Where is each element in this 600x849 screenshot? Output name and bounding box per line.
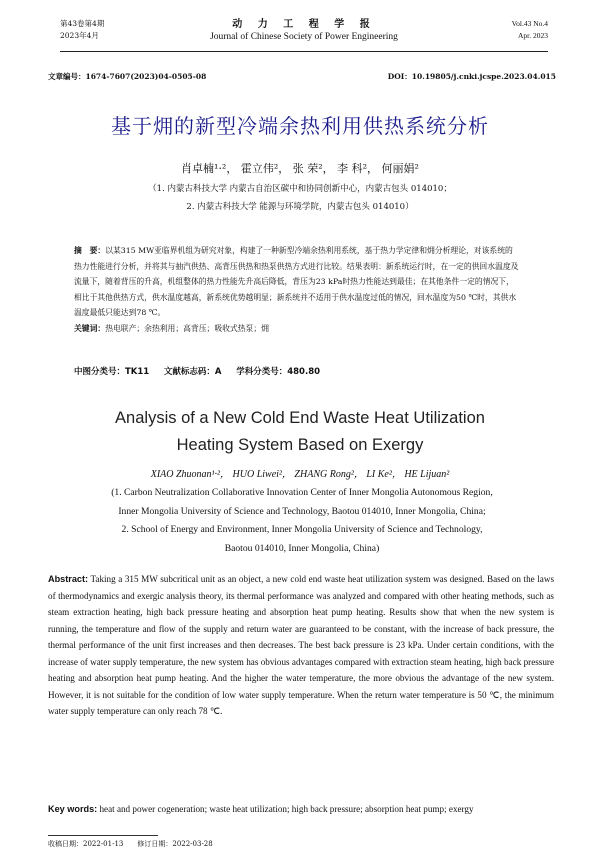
document-code: 文献标志码：A: [163, 367, 222, 377]
clc-number: 中图分类号：TK11: [74, 367, 150, 377]
abstract-en: [48, 571, 554, 720]
title-en-line-1: Analysis of a New Cold End Waste Heat Utilization: [115, 409, 485, 427]
running-header: [60, 18, 548, 52]
journal-name-cn: 动 力 工 程 学 报: [232, 19, 376, 30]
title-en: [0, 405, 600, 459]
authors-en: XIAO Zhuonan¹·²， HUO Liwei²， ZHANG Rong²， LI Ke²， HE Lijuan²: [150, 469, 450, 480]
keywords-en: [48, 802, 554, 817]
received-date: 收稿日期：2022-01-13 修订日期：2022-03-28: [48, 840, 213, 848]
affiliation-cn-2: 2. 内蒙古科技大学 能源与环境学院，内蒙古包头 014010）: [186, 202, 414, 212]
header-rule: [60, 51, 548, 52]
affiliations-en: [62, 484, 542, 558]
title-cn: 基于㶲的新型冷端余热利用供热系统分析: [111, 114, 489, 138]
abstract-en-label: Abstract:: [48, 574, 89, 584]
abstract-cn: [74, 243, 520, 337]
date-en: Apr. 2023: [518, 31, 548, 40]
keywords-en-text: heat and power cogeneration; waste heat utilization; high back pressure; absorption heat pump; exergy: [99, 804, 474, 814]
doi: DOI：10.19805/j.cnki.jcspe.2023.04.015: [387, 72, 556, 81]
journal-name-en: Journal of Chinese Society of Power Engineering: [210, 32, 398, 42]
affiliation-en-line-4: Baotou 014010, Inner Mongolia, China): [224, 542, 380, 554]
abstract-en-text: Taking a 315 MW subcritical unit as an object, a new cold end waste heat utilization system was designed. Based on the laws of thermodynamics and exergic analysis theory, its thermal performance was analyzed and compared with other heating methods, such as steam extraction heating, high back pressure heating and absorption heat pump heating. Results show that when the new system is running, the temperature and flow of the supply and return water are guaranteed to be constant, with the increase of back pressure, the thermal performance of the unit first increases and then decreases. The best back pressure is 23 kPa. Under certain conditions, with the increase of water supply temperature, the new system has obvious advantages compared with extraction steam heating, high back pressure heating and absorption heat pump heating. And the higher the water temperature, the more obvious the advantage of the new system. However, it is not suitable for the condition of low water supply temperature. When the return water temperature is 50 ℃, the minimum water supply temperature can only reach 78 ℃.: [48, 574, 554, 716]
abstract-cn-text: 以某315 MW亚临界机组为研究对象，构建了一种新型冷端余热利用系统，基于热力学定律和㶲分析理论，对该系统的热力性能进行分析，并将其与抽汽供热、高背压供热和热泵供热方式进行比较。结果表明：新系统运行时，在一定的供回水温度及流量下，随着背压的升高，机组整体的热力性能先升高后降低，背压为23 kPa时热力性能达到最佳；在其他条件一定的情况下，相比于其他供热方式，供水温度越高，新系统优势越明显；新系统并不适用于供水温度过低的情况，回水温度为50 ℃时，其供水温度最低只能达到78 ℃。: [74, 246, 519, 318]
header-center: [60, 18, 548, 43]
title-en-line-2: Heating System Based on Exergy: [176, 436, 424, 454]
affiliation-en-line-1: (1. Carbon Neutralization Collaborative Innovation Center of Inner Mongolia Autonomous Region,: [111, 487, 493, 498]
header-right: [512, 18, 548, 42]
volume-cn: 第43卷第4期: [60, 19, 105, 28]
affiliation-cn-1: （1. 内蒙古科技大学 内蒙古自治区碳中和协同创新中心，内蒙古包头 014010；: [148, 184, 452, 194]
footnote-rule: [48, 835, 158, 836]
authors-cn: 肖卓楠¹·²， 霍立伟²， 张 荣²， 李 科²， 何丽娟²: [181, 162, 419, 175]
abstract-cn-label: 摘 要：: [74, 246, 106, 255]
date-cn: 2023年4月: [60, 31, 99, 40]
subject-code: 学科分类号：480.80: [236, 367, 321, 377]
footnotes: [48, 838, 554, 849]
affiliation-en-line-3: 2. School of Energy and Environment, Inner Mongolia University of Science and Technology,: [121, 524, 483, 535]
volume-en: Vol.43 No.4: [511, 19, 548, 28]
keywords-en-label: Key words:: [48, 804, 98, 814]
affiliation-en-line-2: Inner Mongolia University of Science and Technology, Baotou 014010, Inner Mongolia, China;: [118, 505, 486, 517]
keywords-cn-text: 热电联产；余热利用；高背压；吸收式热泵；㶲: [105, 323, 269, 333]
keywords-cn-label: 关键词：: [74, 323, 106, 333]
classification: [74, 365, 332, 377]
article-number: 文章编号：1674-7607(2023)04-0505-08: [48, 72, 207, 81]
